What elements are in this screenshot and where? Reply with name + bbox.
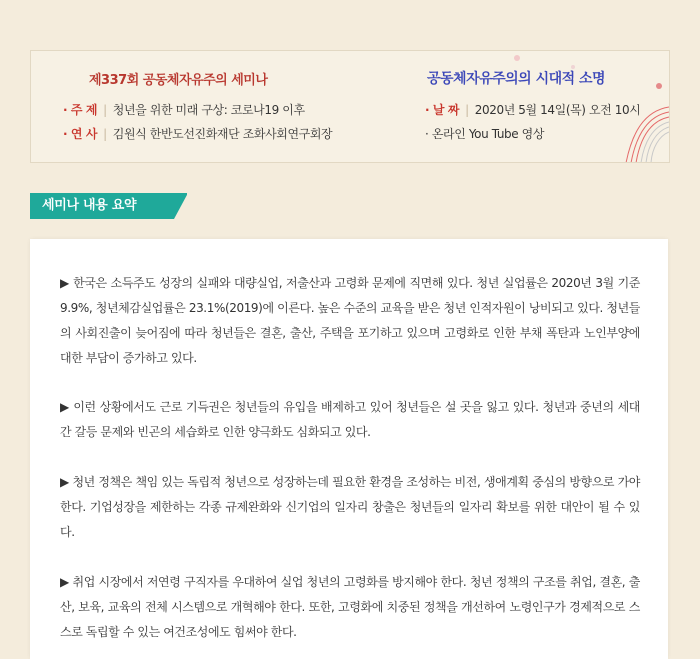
speaker-label: · 연 사 [63,127,98,141]
seminar-headline: 공동체자유주의의 시대적 소명 [427,71,606,87]
seminar-banner [30,50,670,163]
separator: | [465,103,469,117]
topic-row [63,101,305,118]
venue-value: · 온라인 You Tube 영상 [425,127,545,141]
section-title-tab: 세미나 내용 요약 [30,193,187,219]
topic-value: 청년을 위한 미래 구상: 코로나19 이후 [112,103,305,117]
summary-paragraph: ▶ 취업 시장에서 저연령 구직자를 우대하여 실업 청년의 고령화를 방지해야 한다. 청년 정책의 구조를 취업, 결혼, 출산, 보육, 교육의 전체 시스템으로 개혁해야 한다. 또한, 고령화에 치중된 정책을 개선하여 노령인구가 경제적으로 스스로 독립할 수 있는 여건조성에도 힘써야 한다. [60,575,640,639]
separator: | [103,127,107,141]
summary-card [30,239,668,659]
date-value: 2020년 5월 14일(목) 오전 10시 [474,103,641,117]
date-row [425,101,640,118]
speaker-value: 김원식 한반도선진화재단 조화사회연구회장 [112,127,333,141]
decor-dot [514,55,520,61]
summary-paragraph: ▶ 한국은 소득주도 성장의 실패와 대량실업, 저출산과 고령화 문제에 직면해 있다. 청년 실업률은 2020년 3월 기준 9.9%, 청년체감실업률은 23.1%(2019)에 이른다. 높은 수준의 교육을 받은 청년 인적자원이 낭비되고 있다. 청년들의 사회진출이 늦어짐에 따라 청년들은 결혼, 출산, 주택을 포기하고 있으며 고령화로 인한 부채 폭탄과 노인부양에 대한 부담이 증가하고 있다. [60,276,640,365]
separator: | [103,103,107,117]
seminar-number: 제337회 공동체자유주의 세미나 [89,73,268,88]
topic-label: · 주 제 [63,103,98,117]
speaker-row [63,125,332,142]
venue-row [425,125,544,142]
date-label: · 날 짜 [425,103,460,117]
summary-paragraph: ▶ 이런 상황에서도 근로 기득권은 청년들의 유입을 배제하고 있어 청년들은 설 곳을 잃고 있다. 청년과 중년의 세대 간 갈등 문제와 빈곤의 세습화로 인한 양극화도 심화되고 있다. [60,400,640,439]
decor-dot [656,83,662,89]
summary-paragraph: ▶ 청년 정책은 책임 있는 독립적 청년으로 성장하는데 필요한 환경을 조성하는 비전, 생애계획 중심의 방향으로 가야 한다. 기업성장을 제한하는 각종 규제완화와 신기업의 일자리 창출은 청년들의 일자리 확보를 위한 대안이 될 수 있다. [60,475,640,539]
